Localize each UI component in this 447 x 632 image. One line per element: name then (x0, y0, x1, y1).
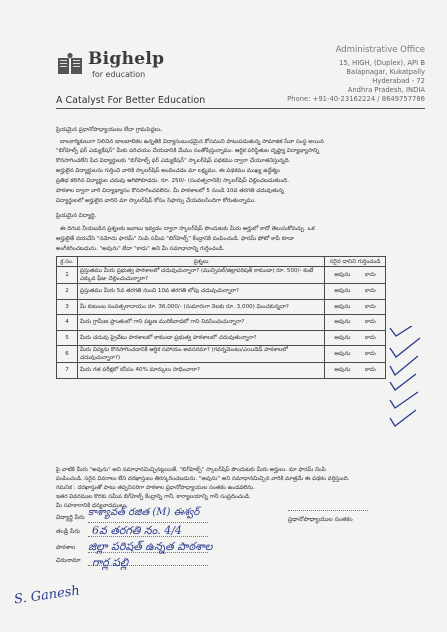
table-row (57, 267, 386, 284)
tagline: A Catalyst For Better Education (56, 95, 206, 106)
signature-field[interactable] (288, 510, 368, 511)
para2-line: అంగీకరించబడును. "అవును" లేదా "కాదు" అని మీ సమాధానాన్ని గుర్తించండి. (56, 246, 225, 252)
row-number: 6 (57, 346, 78, 363)
row-number: 5 (57, 330, 78, 346)
eligibility-table (56, 256, 386, 379)
question-text: మీరు గ్రామీణ ప్రాంతంలో గాని పట్టణ మురికివాడలో గాని నివసించుచున్నారా? (78, 315, 325, 331)
address-label: చిరునామా (56, 557, 81, 564)
check-mark-icon (390, 392, 418, 408)
para1-line: కొనసాగించలేని పేద విద్యార్థులకు "బిగ్‌హెల్ప్ ఫర్ ఎడ్యుకేషన్" స్కాలర్‌షిప్ పథకము ద్వారా చేయూతనిస్తున్నది. (56, 158, 291, 164)
yes-option[interactable]: అవును (334, 351, 351, 357)
no-option[interactable]: కాదు (364, 319, 376, 326)
answer-cell (325, 315, 386, 331)
no-option[interactable]: కాదు (364, 272, 376, 278)
student-name-field[interactable] (88, 522, 208, 523)
address-line-3: Hyderabad - 72 (372, 77, 425, 85)
table-row (57, 284, 386, 300)
handwritten-student-name: కాశ్యావత్ రజిత (M) ఈశ్వర్ (88, 507, 200, 518)
signature-label: ప్రధానోపాధ్యాయుల సంతకం (288, 516, 353, 523)
para3-line: పంపించండి. సరైన వివరాలు లేని దరఖాస్తులు తిరస్కరించబడును. "అవును" అని సమాధానమిచ్చిన వారికి మాత్రమే ఈ పథకం వర్తిస్తుంది. (56, 476, 350, 482)
question-text: మీరు విద్యను కొనసాగించడానికి ఆర్థిక సహాయం అవసరమా? (గవర్నమెంటు/ఎయిడెడ్ పాఠశాలలో చదువుచున్నారా?) (78, 346, 325, 363)
para1-line: అర్హులైన విద్యార్థులను గుర్తించి వారికి స్కాలర్‌షిప్ అందించడం మా లక్ష్యము. ఈ పథకము ముఖ్య ఉద్దేశ్యం (56, 168, 280, 174)
check-mark-icon (390, 374, 416, 390)
para3-line: మీ సహకారానికి ధన్యవాదములు. (56, 503, 128, 509)
answer-cell (325, 330, 386, 346)
table-row (57, 315, 386, 331)
yes-option[interactable]: అవును (334, 303, 351, 310)
yes-option[interactable]: అవును (334, 367, 351, 374)
col-header-answer: సరైన దానిని గుర్తించండి (325, 257, 386, 267)
check-mark-icon (390, 338, 420, 357)
office-title: Administrative Office (335, 45, 425, 55)
para3-line: ఇతర వివరముల కొరకు సమీప బిగ్‌హెల్ప్ కేంద్రాన్ని గానీ, కార్యాలయాన్ని గానీ సంప్రదించండి. (56, 494, 251, 500)
no-option[interactable]: కాదు (364, 367, 376, 374)
row-number: 4 (57, 315, 78, 331)
handwritten-place: గార్ల పల్లి (92, 556, 129, 569)
salutation: ప్రియమైన ప్రధానోపాధ్యాయులు లేదా గ్రామపెద్దలు, (56, 127, 163, 133)
address-line-5: Phone: +91-40-23162224 / 8649757786 (287, 95, 425, 103)
answer-cell (325, 363, 386, 379)
answer-cell (325, 346, 386, 363)
answer-cell (325, 267, 386, 284)
student-name-label: విద్యార్థి పేరు (56, 514, 85, 521)
row-number: 1 (57, 267, 78, 284)
book-logo-icon (57, 52, 83, 78)
para1-line: పాఠశాల ద్వారా వారి విద్యాభ్యాసం కొనసాగించవలెను. మీ పాఠశాలలో 5 నుండి 10వ తరగతి చదువుతున్న (56, 188, 284, 194)
check-mark-icon (390, 356, 418, 375)
question-text: ప్రస్తుతము మీరు ప్రభుత్వ పాఠశాలలో చదువుచున్నారా? (మున్సిపల్/జిల్లాపరిషత్ కాకుండా) రూ. 500/- కంటే ఎక్కువ ఫీజు చెల్లించుచున్నారా? (78, 267, 325, 284)
question-text: మీరు చదువు ప్రైవేటు పాఠశాలలో కాకుండా ప్రభుత్వ పాఠశాలలో చదువుతున్నారా? (78, 330, 325, 346)
address-line-4: Andhra Pradesh, INDIA (347, 86, 425, 94)
answer-cell (325, 284, 386, 300)
col-header-questions: ప్రశ్నలు (78, 257, 325, 267)
father-name-label: తండ్రి పేరు (56, 528, 80, 535)
col-header-number: క్ర.సం. (57, 257, 78, 267)
para1-line: "బిగ్‌హెల్ప్ ఫర్ ఎడ్యుకేషన్" మీకు పరిచయం చేయడానికి మేము సంతోషిస్తున్నాము. ఆర్థిక పరిస్థితుల దృష్ట్యా విద్యాభ్యాసాన్ని (56, 148, 320, 154)
no-option[interactable]: కాదు (364, 351, 376, 357)
question-text: మీరు గత పరీక్షలో కనీసం 40% మార్కులు సాధించారా? (78, 363, 325, 379)
greeting-student: ప్రియమైన విద్యార్థి, (56, 213, 97, 219)
answer-cell (325, 299, 386, 315)
header-divider (56, 108, 425, 109)
yes-option[interactable]: అవును (334, 288, 351, 295)
yes-option[interactable]: అవును (334, 319, 351, 326)
no-option[interactable]: కాదు (364, 334, 376, 341)
brand-name: Bighelp (88, 49, 165, 69)
table-row (57, 363, 386, 379)
handwritten-signature: S. Ganesh (13, 583, 81, 608)
para2-line: ఈ దిగువ నీయబడిన ప్రశ్నలకు జవాబు ఇవ్వడం ద్వారా స్కాలర్‌షిప్ పొందుటకు మీరు అర్హులో కాదో తెలుసుకోవచ్చు. ఒక (60, 226, 315, 232)
no-option[interactable]: కాదు (364, 288, 376, 295)
yes-option[interactable]: అవును (334, 272, 351, 278)
address-line-2: Balapnagar, Kukatpally (346, 68, 425, 76)
question-text: ప్రస్తుతము మీరు 5వ తరగతి నుంచి 10వ తరగతి లోపు చదువుచున్నారా? (78, 284, 325, 300)
para1-line: విద్యార్థులలో అర్హులైన వారిని మా స్కాలర్‌షిప్ కోసం సిఫార్సు చేయవలసిందిగా కోరుతున్నాము. (56, 198, 257, 204)
check-mark-icon (390, 326, 418, 336)
handwritten-class: 6వ తరగతి నం. 4/4 (92, 524, 182, 537)
brand-subtitle: for education (92, 70, 146, 79)
table-header-row (57, 257, 386, 267)
handwritten-checkmarks (388, 326, 428, 446)
no-option[interactable]: కాదు (364, 303, 376, 310)
row-number: 7 (57, 363, 78, 379)
table-row (57, 330, 386, 346)
address-line-1: 15, HIGH, (Duplex), API B (339, 59, 425, 67)
question-text: మీ కుటుంబ సంవత్సరాదాయం రూ. 36,000/- (సుమారుగా నెలకు రూ. 3,000) మించకున్నదా? (78, 299, 325, 315)
para2-line: అర్హులైతే దయచేసి "నమోదు ఫారమ్" నింపి సమీప "బిగ్‌హెల్ప్" కేంద్రానికి పంపించండి. ఫారమ్ ఫోటో కాపీ కూడా (56, 236, 294, 242)
para3-line: గమనిక : దరఖాస్తుతో పాటు తప్పనిసరిగా పాఠశాల ప్రధానోపాధ్యాయుల సంతకం ఉండవలెను. (56, 485, 255, 491)
school-label: పాఠశాల (56, 544, 76, 551)
row-number: 3 (57, 299, 78, 315)
row-number: 2 (57, 284, 78, 300)
para1-line: బాలకార్మికులుగా నిలిచిన బాలబాలికల ఉన్నతికి విద్యాసంబంధమైన కోసముని పాటుపడుతున్న సామాజిక సేవా సంస్థ అయిన (60, 139, 324, 145)
handwritten-school: జిల్లా పరిషత్ ఉన్నత పాఠశాల (88, 540, 213, 553)
check-mark-icon (390, 410, 416, 426)
yes-option[interactable]: అవును (334, 334, 351, 341)
para1-line: ప్రతిభ కలిగిన విద్యార్థుల చదువు ఆగిపోకూడదు. రూ. 250/- (సంవత్సరానికి) స్కాలర్‌షిప్ చెల్లించబడుతుంది. (56, 178, 290, 184)
para3-line: పై వాటికి మీరు "అవును" అని సమాధానమిచ్చినట్లయితే, "బిగ్‌హెల్ప్" స్కాలర్‌షిప్ పొందుటకు మీరు అర్హులు. మా ఫారమ్ నింపి (56, 467, 326, 473)
table-row (57, 299, 386, 315)
table-row (57, 346, 386, 363)
